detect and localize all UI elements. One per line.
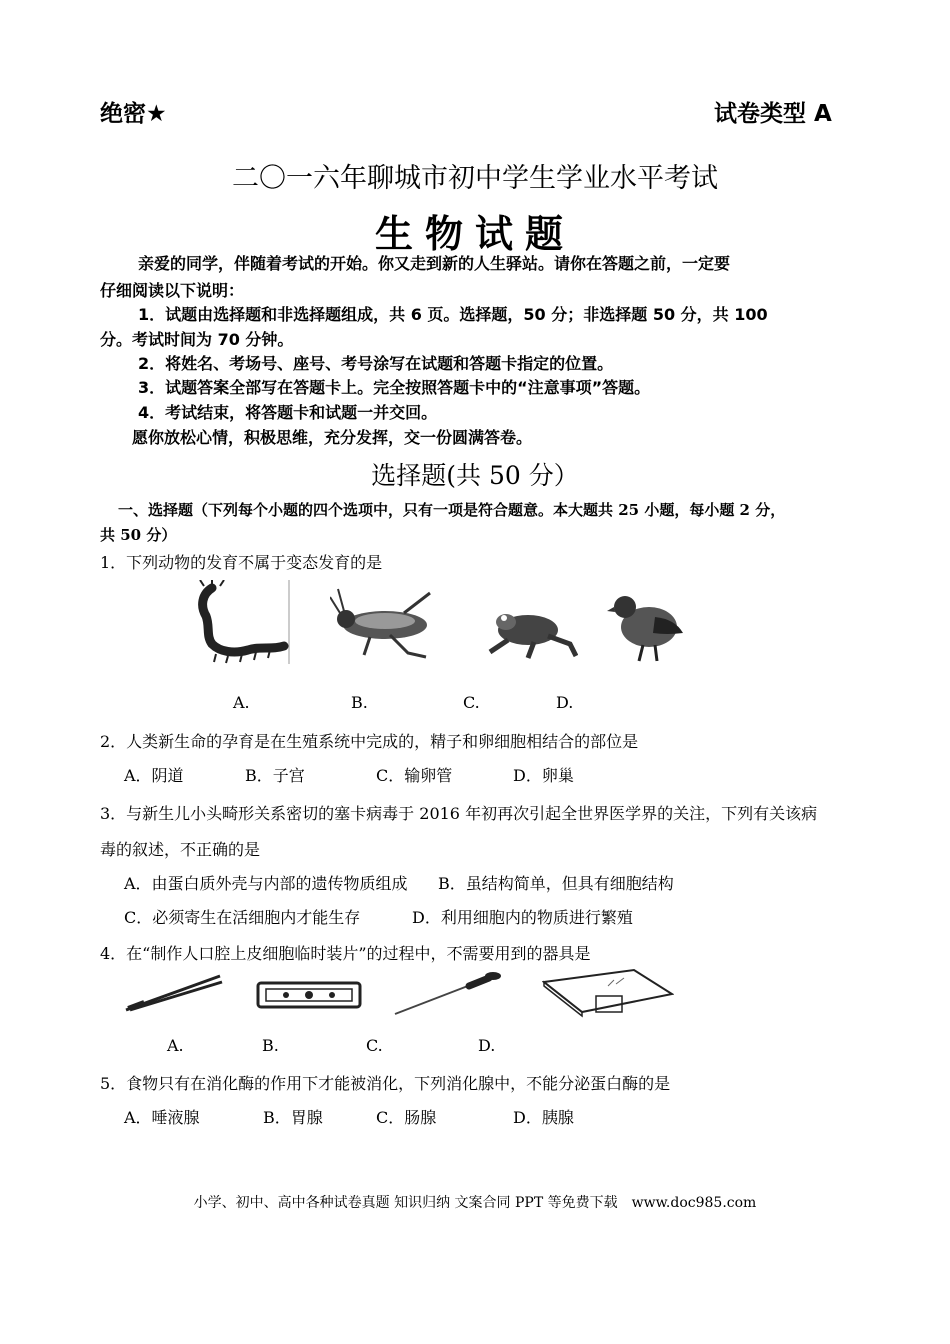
question-1-option-a: A.	[233, 693, 250, 712]
subject-title: 生物试题	[374, 211, 575, 256]
page-footer: 小学、初中、高中各种试卷真题 知识归纳 文案合同 PPT 等免费下载 www.doc985.com	[193, 1195, 757, 1211]
intro-text-line2: 仔细阅读以下说明：	[100, 281, 245, 300]
question-5-stem: 5．食物只有在消化酶的作用下才能被消化，下列消化腺中，不能分泌蛋白酶的是	[100, 1074, 671, 1093]
question-5-option-c: C．肠腺	[376, 1108, 437, 1127]
question-1-option-b: B.	[351, 693, 368, 712]
question-5-option-b: B．胃腺	[263, 1108, 323, 1127]
closing-wish: 愿你放松心情，积极思维，充分发挥，交一份圆满答卷。	[132, 428, 533, 447]
caterpillar-icon	[194, 580, 290, 664]
question-4-option-a: A.	[167, 1036, 184, 1055]
question-5-option-d: D．胰腺	[513, 1108, 574, 1127]
question-2-option-c: C．输卵管	[376, 766, 453, 785]
question-3-option-c: C．必须寄生在活细胞内才能生存	[124, 908, 361, 927]
question-1-stem: 1．下列动物的发育不属于变态发育的是	[100, 553, 383, 572]
glass-slide-icon	[542, 968, 674, 1018]
razor-blade-icon	[256, 980, 362, 1010]
locust-icon	[330, 583, 440, 663]
rule-2: 2．将姓名、考场号、座号、考号涂写在试题和答题卡指定的位置。	[138, 354, 614, 373]
question-2-option-a: A．阴道	[124, 766, 184, 785]
question-3-option-a: A．由蛋白质外壳与内部的遗传物质组成	[124, 874, 408, 893]
paper-type-label: 试卷类型 A	[714, 101, 832, 127]
exam-title: 二〇一六年聊城市初中学生学业水平考试	[232, 163, 718, 194]
confidential-mark: 绝密★	[100, 101, 167, 127]
section-instruction-line1: 一、选择题（下列每个小题的四个选项中，只有一项是符合题意。本大题共 25 小题，每小题 2 分，	[118, 501, 786, 519]
tweezers-icon	[124, 972, 224, 1012]
question-3-option-b: B．虽结构简单，但具有细胞结构	[438, 874, 674, 893]
question-4-option-b: B.	[262, 1036, 279, 1055]
question-3-stem-line2: 毒的叙述，不正确的是	[100, 840, 261, 859]
pigeon-icon	[605, 585, 685, 663]
frog-icon	[478, 600, 578, 660]
rule-4: 4．考试结束，将答题卡和试题一并交回。	[138, 403, 438, 422]
question-4-option-c: C.	[366, 1036, 383, 1055]
question-1-option-d: D.	[556, 693, 574, 712]
section-title: 选择题(共 50 分）	[371, 461, 579, 490]
question-3-stem-line1: 3．与新生儿小头畸形关系密切的塞卡病毒于 2016 年初再次引起全世界医学界的关注，下列有关该病	[100, 804, 818, 823]
question-4-option-d: D.	[478, 1036, 496, 1055]
rule-3: 3．试题答案全部写在答题卡上。完全按照答题卡中的“注意事项”答题。	[138, 378, 651, 397]
question-2-stem: 2．人类新生命的孕育是在生殖系统中完成的，精子和卵细胞相结合的部位是	[100, 732, 639, 751]
dropper-icon	[393, 972, 503, 1016]
question-2-option-d: D．卵巢	[513, 766, 574, 785]
rule-1-line1: 1．试题由选择题和非选择题组成，共 6 页。选择题，50 分；非选择题 50 分，共 100	[138, 305, 768, 324]
question-3-option-d: D．利用细胞内的物质进行繁殖	[412, 908, 633, 927]
rule-1-line2: 分。考试时间为 70 分钟。	[100, 330, 294, 349]
intro-text-line1: 亲爱的同学，伴随着考试的开始。你又走到新的人生驿站。请你在答题之前，一定要	[138, 254, 731, 273]
question-4-stem: 4．在“制作人口腔上皮细胞临时装片”的过程中，不需要用到的器具是	[100, 944, 591, 963]
question-1-option-c: C.	[463, 693, 480, 712]
question-5-option-a: A．唾液腺	[124, 1108, 200, 1127]
question-2-option-b: B．子宫	[245, 766, 305, 785]
section-instruction-line2: 共 50 分）	[100, 526, 177, 544]
